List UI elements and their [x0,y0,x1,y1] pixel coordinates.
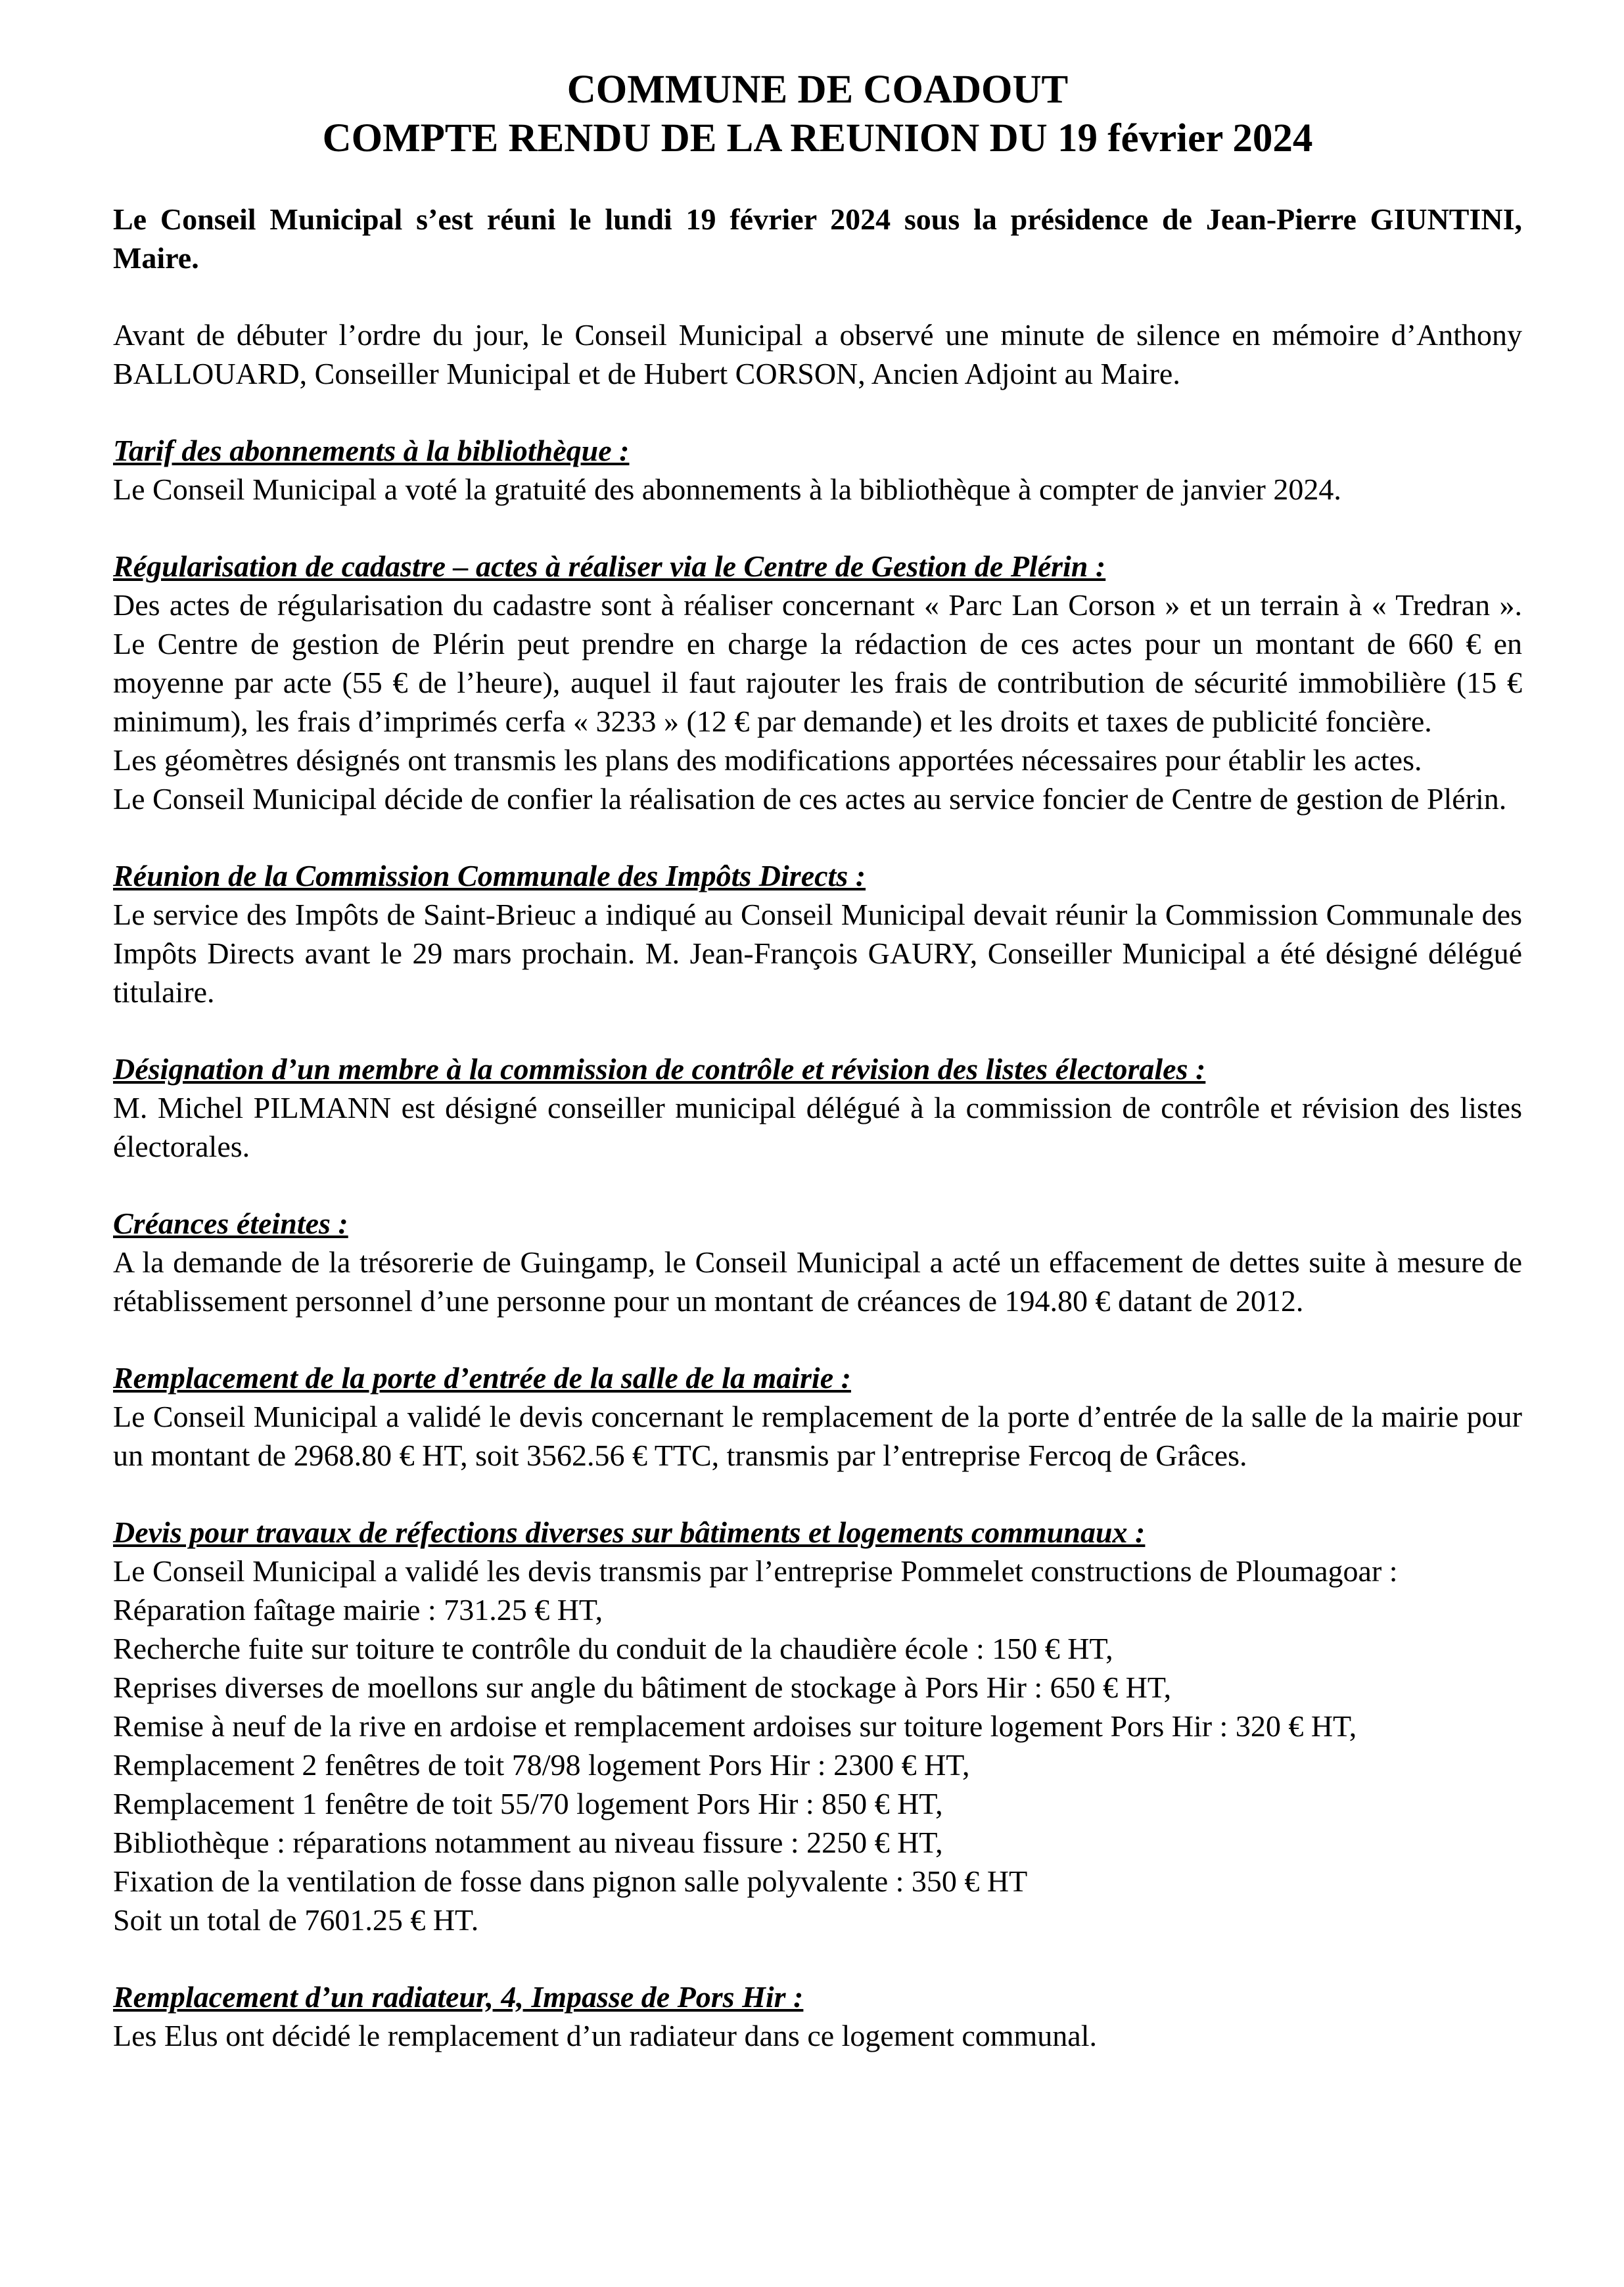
section-heading: Remplacement d’un radiateur, 4, Impasse de Pors Hir : [113,1980,804,2014]
section-text: Les géomètres désignés ont transmis les plans des modifications apportées nécessaires pour établir les actes. [113,743,1422,777]
devis-line: Remise à neuf de la rive en ardoise et remplacement ardoises sur toiture logement Pors Hir : 320 € HT, [113,1709,1357,1743]
section-text: Des actes de régularisation du cadastre sont à réaliser concernant « Parc Lan Corson » et un terrain à « Tredran ». Le Centre de gestion de Plérin peut prendre en charge la rédaction de ces actes pour un montant de 660 € en moyenne par acte (55 € de l’heure), auquel il faut rajouter les frais de contribution de sécurité immobilière (15 € minimum), les frais d’imprimés cerfa « 3233 » (12 € par demande) et les droits et taxes de publicité foncière. [113,588,1522,738]
section-heading: Créances éteintes : [113,1207,348,1240]
devis-line: Le Conseil Municipal a validé les devis transmis par l’entreprise Pommelet constructions de Ploumagoar : [113,1554,1398,1588]
devis-line: Remplacement 1 fenêtre de toit 55/70 logement Pors Hir : 850 € HT, [113,1787,943,1820]
section-text: Le Conseil Municipal a voté la gratuité des abonnements à la bibliothèque à compter de janvier 2024. [113,473,1341,506]
section-heading: Devis pour travaux de réfections diverses sur bâtiments et logements communaux : [113,1515,1146,1549]
section-text: A la demande de la trésorerie de Guingamp, le Conseil Municipal a acté un effacement de dettes suite à mesure de rétablissement personnel d’une personne pour un montant de créances de 194.80 € datant de 2012. [113,1245,1522,1318]
devis-total-line: Soit un total de 7601.25 € HT. [113,1903,479,1937]
section-bibliotheque [113,431,1522,509]
devis-line: Réparation faîtage mairie : 731.25 € HT, [113,1593,603,1627]
title-compte-rendu: COMPTE RENDU DE LA REUNION DU 19 février 2024 [322,116,1313,160]
intro-paragraph: Le Conseil Municipal s’est réuni le lundi 19 février 2024 sous la présidence de Jean-Pierre GIUNTINI, Maire. [113,202,1522,275]
section-text: Le Conseil Municipal a validé le devis concernant le remplacement de la porte d’entrée de la salle de la mairie pour un montant de 2968.80 € HT, soit 3562.56 € TTC, transmis par l’entreprise Fercoq de Grâces. [113,1400,1522,1472]
section-porte-entree [113,1358,1522,1475]
devis-line: Reprises diverses de moellons sur angle du bâtiment de stockage à Pors Hir : 650 € HT, [113,1671,1172,1704]
section-listes-electorales [113,1050,1522,1166]
section-heading: Réunion de la Commission Communale des Impôts Directs : [113,859,866,892]
section-impots [113,856,1522,1011]
section-creances [113,1204,1522,1320]
section-heading: Tarif des abonnements à la bibliothèque : [113,434,630,467]
title-commune: COMMUNE DE COADOUT [567,68,1069,112]
section-cadastre [113,547,1522,818]
devis-line: Remplacement 2 fenêtres de toit 78/98 logement Pors Hir : 2300 € HT, [113,1748,970,1782]
devis-line: Bibliothèque : réparations notamment au niveau fissure : 2250 € HT, [113,1826,943,1859]
section-text: Les Elus ont décidé le remplacement d’un radiateur dans ce logement communal. [113,2019,1097,2052]
section-heading: Remplacement de la porte d’entrée de la salle de la mairie : [113,1361,851,1395]
section-heading: Désignation d’un membre à la commission de contrôle et révision des listes électorales : [113,1052,1206,1086]
section-heading: Régularisation de cadastre – actes à réaliser via le Centre de Gestion de Plérin : [113,549,1106,583]
section-text: M. Michel PILMANN est désigné conseiller municipal délégué à la commission de contrôle et révision des listes électorales. [113,1091,1522,1163]
section-text: Le service des Impôts de Saint-Brieuc a indiqué au Conseil Municipal devait réunir la Commission Communale des Impôts Directs avant le 29 mars prochain. M. Jean-François GAURY, Conseiller Municipal a été désigné délégué titulaire. [113,898,1522,1009]
section-text: Le Conseil Municipal décide de confier la réalisation de ces actes au service foncier de Centre de gestion de Plérin. [113,782,1507,816]
devis-line: Fixation de la ventilation de fosse dans pignon salle polyvalente : 350 € HT [113,1864,1028,1898]
section-radiateur [113,1977,1522,2055]
section-devis-travaux [113,1513,1522,1939]
document-title [113,66,1522,163]
silence-paragraph: Avant de débuter l’ordre du jour, le Conseil Municipal a observé une minute de silence en mémoire d’Anthony BALLOUARD, Conseiller Municipal et de Hubert CORSON, Ancien Adjoint au Maire. [113,318,1522,390]
devis-line: Recherche fuite sur toiture te contrôle du conduit de la chaudière école : 150 € HT, [113,1632,1113,1665]
